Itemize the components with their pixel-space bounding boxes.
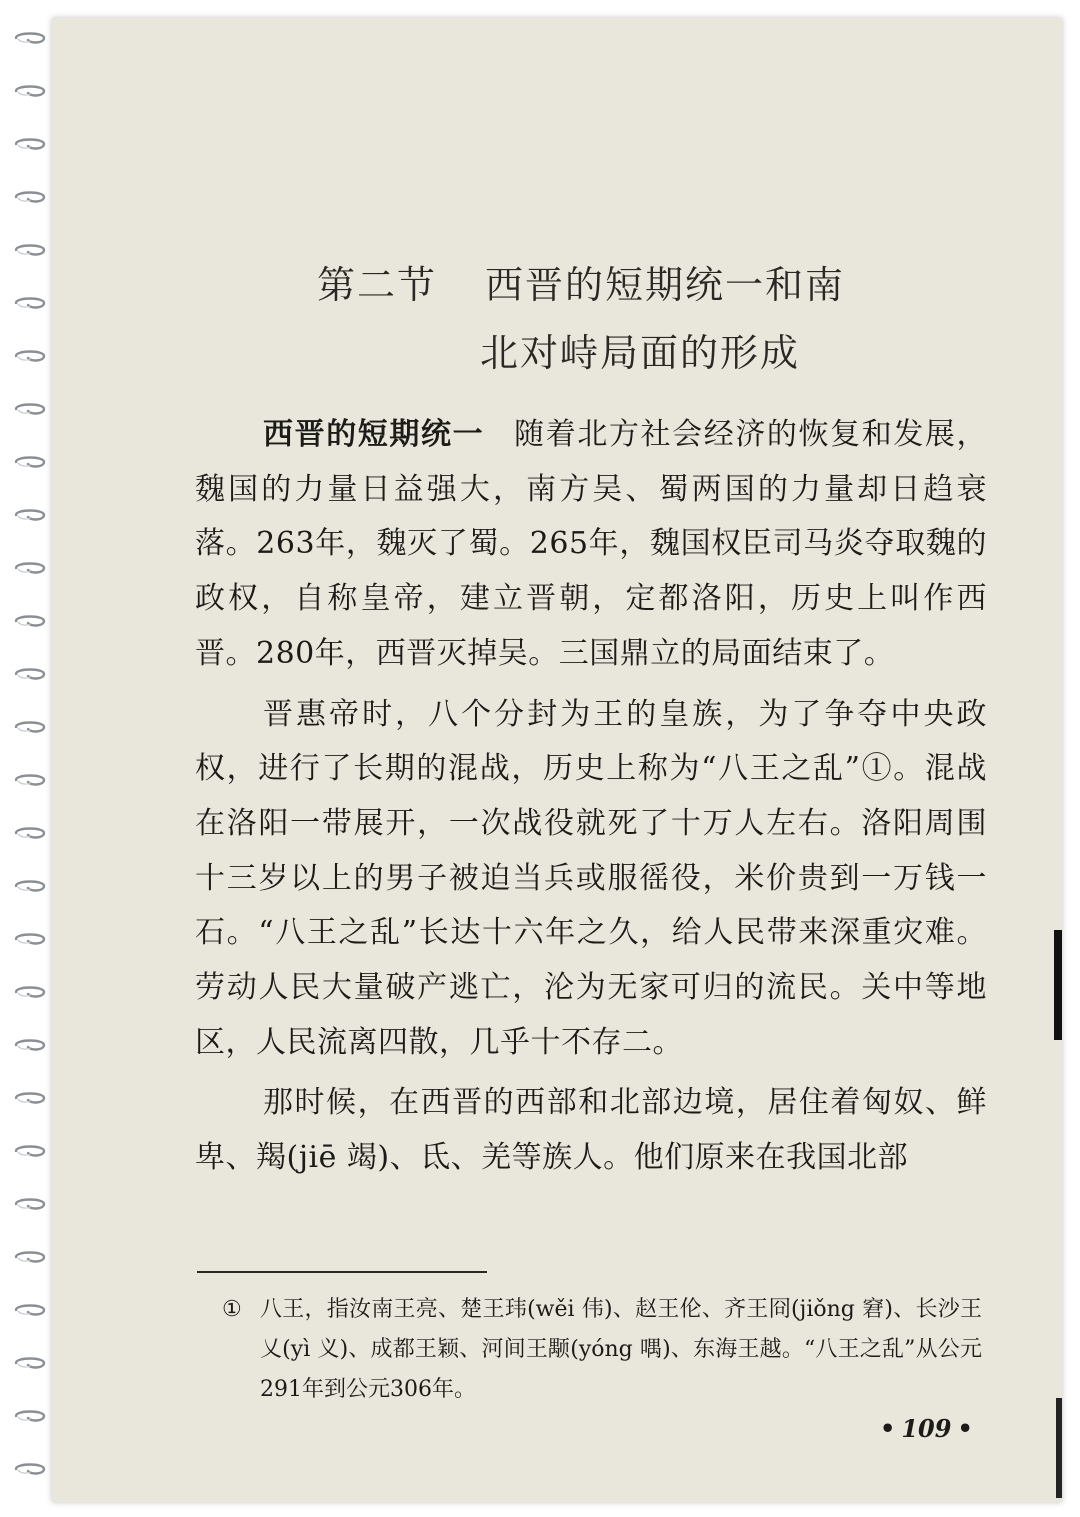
spiral-ring-icon bbox=[14, 136, 48, 152]
spiral-ring-icon bbox=[14, 719, 48, 735]
scan-edge-mark bbox=[1056, 1398, 1062, 1498]
section-title-line-1 bbox=[317, 254, 845, 309]
spiral-ring-icon bbox=[14, 1143, 48, 1159]
spiral-binding bbox=[0, 18, 60, 1502]
spiral-ring-icon bbox=[14, 242, 48, 258]
section-title-text-1: 西晋的短期统一和南 bbox=[485, 263, 846, 307]
spiral-ring-icon bbox=[14, 83, 48, 99]
spiral-ring-icon bbox=[14, 1249, 48, 1265]
paragraph-heading: 西晋的短期统一 bbox=[263, 417, 485, 452]
spiral-ring-icon bbox=[14, 295, 48, 311]
spiral-ring-icon bbox=[14, 1037, 48, 1053]
spiral-ring-icon bbox=[14, 1090, 48, 1106]
spiral-ring-icon bbox=[14, 1408, 48, 1424]
spiral-ring-icon bbox=[14, 560, 48, 576]
paragraph-text: 那时候，在西晋的西部和北部边境，居住着匈奴、鲜卑、羯(jiē 竭)、氐、羌等族人。他们原来在我国北部 bbox=[195, 1085, 987, 1176]
spiral-ring-icon bbox=[14, 1196, 48, 1212]
spiral-ring-icon bbox=[14, 931, 48, 947]
spiral-ring-icon bbox=[14, 613, 48, 629]
paragraph-text: 随着北方社会经济的恢复和发展，魏国的力量日益强大，南方吴、蜀两国的力量却日趋衰落。263年，魏灭了蜀。265年，魏国权臣司马炎夺取魏的政权，自称皇帝，建立晋朝，定都洛阳，历史上叫作西晋。280年，西晋灭掉吴。三国鼎立的局面结束了。 bbox=[195, 417, 988, 671]
paragraph-3 bbox=[195, 1076, 987, 1185]
section-title-line-2: 北对峙局面的形成 bbox=[480, 331, 801, 375]
spiral-ring-icon bbox=[14, 878, 48, 894]
page-number-dot-right: • bbox=[957, 1414, 973, 1443]
paragraph-1 bbox=[195, 408, 987, 682]
spiral-ring-icon bbox=[14, 30, 48, 46]
footnote-divider bbox=[197, 1271, 487, 1273]
spiral-ring-icon bbox=[14, 401, 48, 417]
spiral-ring-icon bbox=[14, 189, 48, 205]
paragraph-text: 晋惠帝时，八个分封为王的皇族，为了争夺中央政权，进行了长期的混战，历史上称为“八王之乱”①。混战在洛阳一带展开，一次战役就死了十万人左右。洛阳周围十三岁以上的男子被迫当兵或服徭役，米价贵到一万钱一石。“八王之乱”长达十六年之久，给人民带来深重灾难。劳动人民大量破产逃亡，沦为无家可归的流民。关中等地区，人民流离四散，几乎十不存二。 bbox=[195, 696, 987, 1060]
spiral-ring-icon bbox=[14, 825, 48, 841]
book-page bbox=[52, 18, 1062, 1502]
footnote bbox=[222, 1290, 982, 1410]
spiral-ring-icon bbox=[14, 772, 48, 788]
spiral-ring-icon bbox=[14, 454, 48, 470]
page-number-value: 109 bbox=[901, 1414, 952, 1443]
section-number: 第二节 bbox=[317, 263, 438, 307]
spiral-ring-icon bbox=[14, 984, 48, 1000]
scan-edge-mark bbox=[1054, 930, 1062, 1040]
footnote-text: 八王，指汝南王亮、楚王玮(wěi 伟)、赵王伦、齐王冏(jiǒng 窘)、长沙王乂(yì 义)、成都王颖、河间王颙(yóng 喁)、东海王越。“八王之乱”从公元291年到公元306年。 bbox=[260, 1297, 982, 1402]
paragraph-2 bbox=[195, 688, 987, 1071]
spiral-ring-icon bbox=[14, 348, 48, 364]
body-text bbox=[195, 408, 987, 1192]
spiral-ring-icon bbox=[14, 666, 48, 682]
page-number bbox=[874, 1414, 979, 1443]
spiral-ring-icon bbox=[14, 1461, 48, 1477]
footnote-mark: ① bbox=[222, 1297, 242, 1322]
page-number-dot-left: • bbox=[880, 1414, 896, 1443]
spiral-ring-icon bbox=[14, 1355, 48, 1371]
spiral-ring-icon bbox=[14, 1302, 48, 1318]
spiral-ring-icon bbox=[14, 507, 48, 523]
